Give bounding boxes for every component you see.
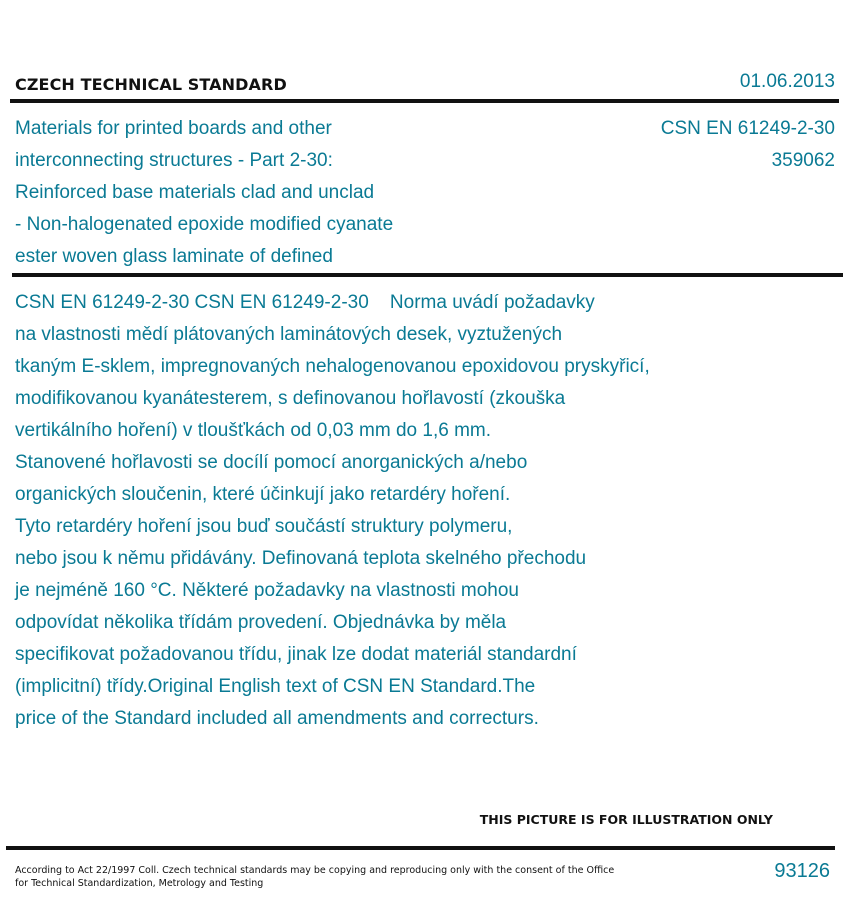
description-line: CSN EN 61249-2-30 CSN EN 61249-2-30 Norma uvádí požadavky	[15, 292, 595, 313]
legal-notice	[15, 864, 615, 890]
title-line: ester woven glass laminate of defined	[15, 246, 333, 267]
description-line: modifikovanou kyanátesterem, s definovanou hořlavostí (zkouška	[15, 388, 566, 409]
publication-date: 01.06.2013	[739, 71, 835, 92]
legal-line: for Technical Standardization, Metrology and Testing	[15, 878, 264, 889]
footer-divider	[6, 846, 835, 850]
description-line: tkaným E-sklem, impregnovaných nehalogenovanou epoxidovou pryskyřicí,	[15, 356, 650, 377]
description-text	[15, 287, 775, 735]
description-line: odpovídat několika třídám provedení. Objednávka by měla	[15, 612, 507, 633]
document-type-label: CZECH TECHNICAL STANDARD	[15, 75, 287, 94]
description-line: (implicitní) třídy.Original English text of CSN EN Standard.The	[15, 676, 536, 697]
legal-line: According to Act 22/1997 Coll. Czech technical standards may be copying and reproducing only with the consent of the Office	[15, 865, 615, 876]
classification-number: 359062	[771, 150, 835, 171]
title-line: Materials for printed boards and other	[15, 118, 332, 139]
description-line: na vlastnosti mědí plátovaných laminátových desek, vyztužených	[15, 324, 563, 345]
title-line: - Non-halogenated epoxide modified cyanate	[15, 214, 394, 235]
description-line: vertikálního hoření) v tloušťkách od 0,03 mm do 1,6 mm.	[15, 420, 492, 441]
description-line: organických sloučenin, které účinkují jako retardéry hoření.	[15, 484, 511, 505]
standard-codes	[661, 113, 835, 177]
description-line: nebo jsou k němu přidávány. Definovaná teplota skelného přechodu	[15, 548, 587, 569]
description-line: Stanovené hořlavosti se docílí pomocí anorganických a/nebo	[15, 452, 528, 473]
description-line: je nejméně 160 °C. Některé požadavky na vlastnosti mohou	[15, 580, 519, 601]
header-divider	[10, 99, 839, 103]
title-divider	[12, 273, 843, 277]
standard-title	[15, 113, 455, 273]
description-line: specifikovat požadovanou třídu, jinak lze dodat materiál standardní	[15, 644, 577, 665]
description-line: Tyto retardéry hoření jsou buď součástí struktury polymeru,	[15, 516, 513, 537]
standard-number: CSN EN 61249-2-30	[660, 118, 835, 139]
title-line: Reinforced base materials clad and unclad	[15, 182, 375, 203]
description-line: price of the Standard included all amendments and correcturs.	[15, 708, 539, 729]
document-id: 93126	[774, 860, 830, 882]
illustration-note: THIS PICTURE IS FOR ILLUSTRATION ONLY	[479, 812, 773, 827]
title-line: interconnecting structures - Part 2-30:	[15, 150, 333, 171]
